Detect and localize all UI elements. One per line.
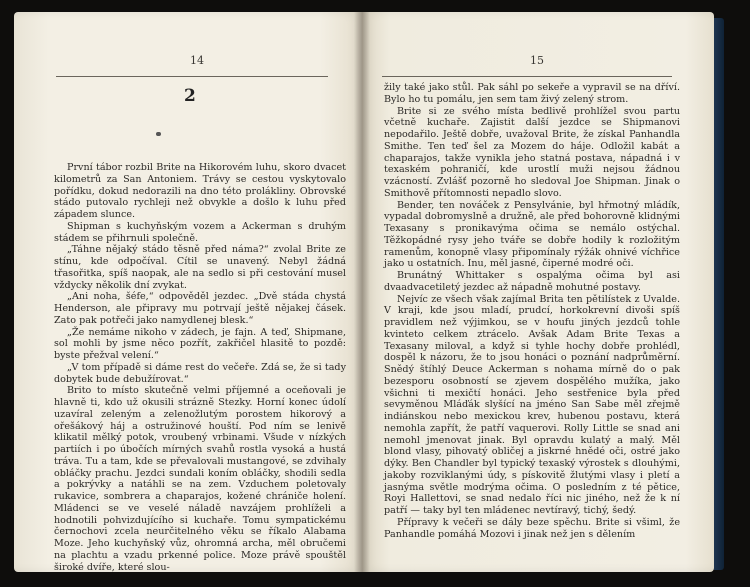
right-page	[362, 12, 714, 572]
paragraph: „Táhne nějaký stádo těsně před náma?“ zvolal Brite ze stínu, kde odpočíval. Cítil se unavený. Nebyl žádná třasořitka, spíš naopak, ale na sedlo si při cestování musel vždycky několik dní zvykat.	[54, 244, 346, 291]
paragraph: Bender, ten nováček z Pensylvánie, byl hřmotný mládík, vypadal dobromyslně a družně, ale před bohorovně klidnými Texasany s pronikavýma očima se nemálo ostýchal. Těžkopádné rysy jeho tváře se dobře hodily k rozložitým ramenům, konopně vlasy připomínaly rýžák ohnivé víchřice jako u ostatních. Inu, měl jasné, čiperné modré oči.	[384, 199, 680, 270]
page-number-left: 14	[190, 54, 204, 67]
page-number-right: 15	[530, 54, 544, 67]
paragraph: První tábor rozbil Brite na Hikorovém luhu, skoro dvacet kilometrů za San Antoniem. Trávy se cestou vyskytovalo pořídku, dokud nedorazili na dno této prolákliny. Obrovské stádo putovalo rychleji než obvykle a došlo k luhu před západem slunce.	[54, 162, 346, 220]
paragraph: Brunátný Whittaker s ospalýma očima byl asi dvaadvacetiletý jezdec až nápadně mohutné postavy.	[384, 270, 680, 293]
book-spread	[14, 12, 718, 574]
right-page-text	[384, 82, 680, 540]
paragraph: „V tom případě si dáme rest do večeře. Zdá se, že si tady dobytek bude debužírovat.“	[54, 361, 346, 385]
left-page	[14, 12, 362, 572]
book-gutter	[354, 12, 370, 572]
paragraph: Nejvíc ze všech však zajímal Brita ten pětilístek z Uvalde. V kraji, kde jsou mladí, prudcí, horkokrevní divoši spíš pravidlem než výjimkou, se v houfu jiných jezdců tohle kvinteto celkem ztrácelo. Avšak Adam Brite Texas a Texasany miloval, a když si tyhle hochy dobře prohlédl, dospěl k názoru, že to jsou honáci o poznání nadprůměrní. Snědý štíhlý Deuce Ackerman s nohama mírně do o pak bezesporu osobností se zjevem dospělého mužíka, jako všichni ti mexičtí honáci. Jeho sestřenice byla před sevyměnou Mláďák slyšící na jméno San Sabe měl zřejmě indiánskou nebo mexickou krev, hubenou postavu, která nemohla zapřít, že patří vaquerovi. Rolly Little se snad ani nemohl jmenovat jinak. Byl opravdu kulatý a malý. Měl blond vlasy, pihovatý obličej a jiskrné hnědé oči, ostré jako dýky. Ben Chandler byl typický texaský výrostek s dlouhými, jakoby rozviklanými údy, s pískovitě žlutými vlasy i pletí a jasnýma světle modrýma očima. O posledním z té pětice, Royi Hallettovi, se snad nedalo říci nic jiného, než že k ní patří — taky byl ten mládenec nevtíravý, tichý, šedý.	[384, 293, 680, 516]
chapter-number: 2	[184, 86, 196, 106]
ink-spot	[156, 132, 161, 136]
paragraph: Brite si ze svého místa bedlivě prohlížel svou partu včetně kuchaře. Zajistit další jezdce se Shipmanovi nepodařilo. Ještě dobře, uvažoval Brite, že získal Panhandla Smithe. Ten teď šel za Mozem do háje. Odložil kabát a chaparajos, takže vynikla jeho statná postava, nápadná i v texaském pohraničí, kde urostlí muži nejsou žádnou vzácností. Zvlášť pozorně ho sledoval Joe Shipman. Jinak o Smithově přítomnosti nepadlo slovo.	[384, 105, 680, 199]
paragraph: Brito to místo skutečně velmi příjemné a oceňovali je hlavně ti, kdo už okusili strázně Stezky. Horní konec údolí uzavíral zeleným a zelenožlutým porostem hikorový a ořešákový háj a ostružinové houští. Pod ním se lenivě klikatil mělký potok, vroubený vrbinami. Všude v nízkých partiích i po úbočích mírných svahů rostla vysoká a hustá tráva. Tu a tam, kde se převalovali mustangové, se zdvihaly obláčky prachu. Jezdci sundali koním obláčky, shodili sedla a pokrývky a natáhli se na zem. Vzduchem poletovaly rukavice, sombrera a chaparajos, kožené chrániče holení. Mládenci se ve veselé náladě navzájem prohlíželi a hodnotili pohvizdujícího si kuchaře. Tomu sympatickému černochovi zcela neurčitelného věku se říkalo Alabama Moze. Jeho kuchyňský vůz, ohromná archa, měl obručemi na plachtu a vzadu prkenné police. Moze právě spouštěl široké dvíře, které slou-	[54, 385, 346, 572]
paragraph: Přípravy k večeři se dály beze spěchu. Brite si všiml, že Panhandle pomáhá Mozovi i jinak než jen s dělením	[384, 516, 680, 540]
left-page-text	[54, 162, 346, 572]
book-cover-edge	[714, 18, 724, 570]
paragraph: Shipman s kuchyňským vozem a Ackerman s druhým stádem se přihrnuli společně.	[54, 220, 346, 244]
paragraph: žily také jako stůl. Pak sáhl po sekeře a vypravil se na dříví. Bylo ho tu pomálu, jen sem tam živý zelený strom.	[384, 82, 680, 105]
header-rule-right	[382, 76, 672, 77]
paragraph: „Že nemáme nikoho v zádech, je fajn. A teď, Shipmane, sol mohli by jsme něco pozřít, zakřičel hlasitě to pozdě: byste přežval velení.“	[54, 326, 346, 361]
header-rule-left	[56, 76, 328, 77]
paragraph: „Ani noha, šéfe,“ odpověděl jezdec. „Dvě stáda chystá Henderson, ale připravy mu potrvají ještě nějakej čásek. Zato pak potřeči jako namydlenej blesk.“	[54, 291, 346, 326]
